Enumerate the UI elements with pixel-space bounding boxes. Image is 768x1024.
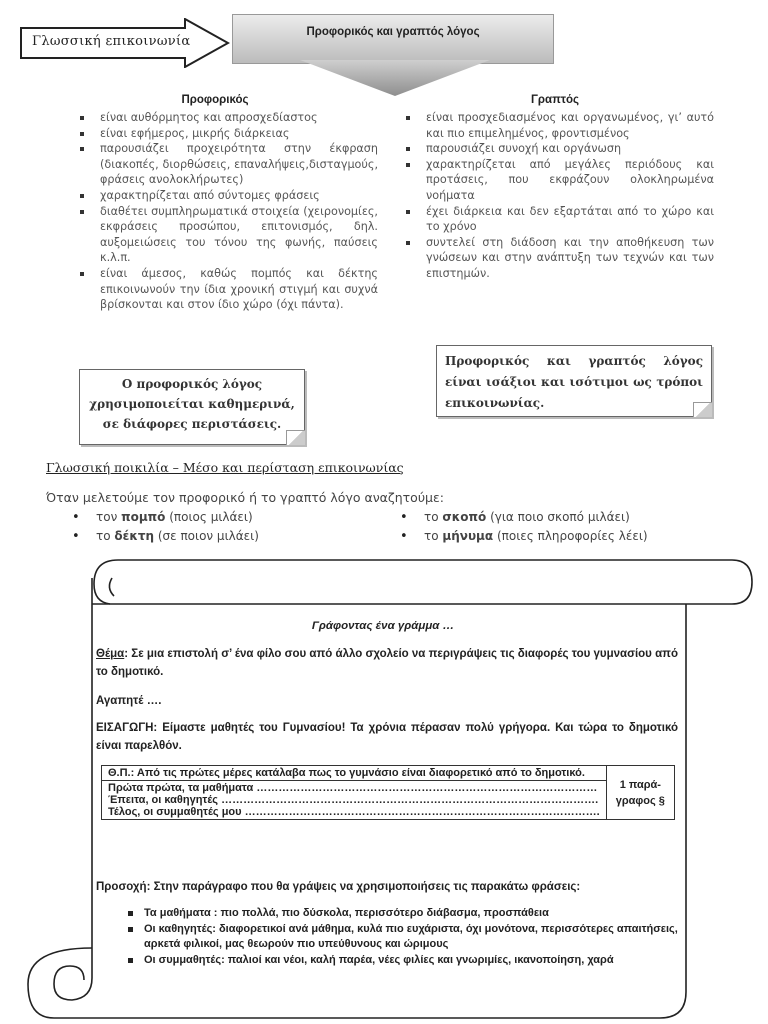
page-title: Προφορικός και γραπτός λόγος xyxy=(306,26,480,38)
communication-elements-right xyxy=(400,508,730,546)
letter-title: Γράφοντας ένα γράμμα … xyxy=(311,620,455,632)
list-item: • τον πομπό (ποιος μιλάει) xyxy=(72,508,372,527)
theme-label: Θέμα xyxy=(96,648,125,660)
list-item: παρουσιάζει προχειρότητα στην έκφραση (διακοπές, διορθώσεις, επαναλήψεις,δισταγμούς, φράσεις ανολοκλήρωτες) xyxy=(78,141,378,188)
list-item: έχει διάρκεια και δεν εξαρτάται από το χώρο και το χρόνο xyxy=(404,204,714,235)
fill-line: Έπειτα, οι καθηγητές …………………………………………………………………………………………. xyxy=(108,794,599,806)
list-item: διαθέτει συμπληρωματικά στοιχεία (χειρονομίες, εκφράσεις προσώπου, επιτονισμός, δηλ. αυξομειώσεις του τόνου της φωνής, παύσεις κ.λ.π. xyxy=(78,204,378,266)
written-heading: Γραπτός xyxy=(530,94,580,106)
equality-note xyxy=(436,345,712,417)
variety-intro: Όταν μελετούμε τον προφορικό ή το γραπτό λόγο αναζητούμε: xyxy=(46,490,444,505)
list-item: χαρακτηρίζεται από σύντομες φράσεις xyxy=(78,188,378,204)
list-item: Τα μαθήματα : πιο πολλά, πιο δύσκολα, περισσότερο διάβασμα, προσπάθεια xyxy=(118,906,678,921)
lines-cell xyxy=(102,781,607,820)
oral-note-text: Ο προφορικός λόγος χρησιμοποιείται καθημερινά, σε διάφορες περιστάσεις. xyxy=(89,377,295,431)
theme-text: : Σε μια επιστολή σ’ ένα φίλο σου από άλλο σχολείο να περιγράψεις τις διαφορές του γυμνασίου από το δημοτικό. xyxy=(96,648,678,678)
phrases-list xyxy=(118,906,678,969)
fill-line: Πρώτα πρώτα, τα μαθήματα ………………………………………………………………………………… xyxy=(108,782,598,794)
list-item: είναι άμεσος, καθώς πομπός και δέκτης επικοινωνούν την ίδια χρονική στιγμή και συχνά βρίσκονται και στον ίδιο χώρο (όχι πάντα). xyxy=(78,266,378,313)
list-item: χαρακτηρίζεται από μεγάλες περιόδους και προτάσεις, που εκφράζουν ολοκληρωμένα νοήματα xyxy=(404,157,714,204)
table-row xyxy=(102,766,675,781)
title-box xyxy=(232,14,554,64)
notice-text: Προσοχή: Στην παράγραφο που θα γράψεις να χρησιμοποιήσεις τις παρακάτω φράσεις: xyxy=(96,881,581,893)
communication-elements-left xyxy=(72,508,372,546)
table-row xyxy=(102,781,675,820)
thesis-cell: Θ.Π.: Από τις πρώτες μέρες κατάλαβα πως το γυμνάσιο είναι διαφορετικό από το δημοτικό. xyxy=(102,766,607,781)
oral-heading: Προφορικός xyxy=(181,94,249,106)
list-item: είναι αυθόρμητος και απροσχεδίαστος xyxy=(78,110,378,126)
list-item: είναι προσχεδιασμένος και οργανωμένος, γι’ αυτό και πιο επιμελημένος, φροντισμένος xyxy=(404,110,714,141)
list-item: • το δέκτη (σε ποιον μιλάει) xyxy=(72,527,372,546)
page-fold-icon xyxy=(693,402,712,417)
header-label: Γλωσσική επικοινωνία xyxy=(32,34,191,49)
paragraph-plan-table xyxy=(101,765,675,820)
letter-greeting: Αγαπητέ …. xyxy=(96,695,162,707)
fill-line: Τέλος, οι συμμαθητές μου ……………………………………………………………………………………. xyxy=(108,806,600,818)
oral-features-list xyxy=(78,110,378,313)
list-item: Οι συμμαθητές: παλιοί και νέοι, καλή παρέα, νέες φιλίες και γνωριμίες, ικανοποίηση, χαρά xyxy=(118,953,678,968)
list-item: παρουσιάζει συνοχή και οργάνωση xyxy=(404,141,714,157)
list-item: Οι καθηγητές: διαφορετικοί ανά μάθημα, κυλά πιο ευχάριστα, όχι μονότονα, περισσότερες απαιτήσεις, αρκετά φιλικοί, μας θεωρούν πιο υπεύθυνους και ώριμους xyxy=(118,922,678,952)
page-fold-icon xyxy=(286,430,305,445)
letter-introduction: ΕΙΣΑΓΩΓΗ: Είμαστε μαθητές του Γυμνασίου! Τα χρόνια πέρασαν πολύ γρήγορα. Και τώρα το δημοτικό είναι παρελθόν. xyxy=(96,722,678,752)
letter-theme xyxy=(96,645,678,681)
paragraph-count-cell: 1 παρά-γραφος § xyxy=(606,766,674,820)
list-item: • το μήνυμα (ποιες πληροφορίες λέει) xyxy=(400,527,730,546)
down-arrow-icon xyxy=(300,60,490,96)
list-item: • το σκοπό (για ποιο σκοπό μιλάει) xyxy=(400,508,730,527)
equality-note-text: Προφορικός και γραπτός λόγος είναι ισάξιοι και ισότιμοι ως τρόποι επικοινωνίας. xyxy=(445,354,703,410)
list-item: συντελεί στη διάδοση και την αποθήκευση των γνώσεων και στην ανάπτυξη των τεχνών και των επιστημών. xyxy=(404,235,714,282)
oral-note xyxy=(79,369,305,445)
list-item: είναι εφήμερος, μικρής διάρκειας xyxy=(78,126,378,142)
section-title: Γλωσσική ποικιλία – Μέσο και περίσταση επικοινωνίας xyxy=(46,460,404,475)
written-features-list xyxy=(404,110,714,282)
